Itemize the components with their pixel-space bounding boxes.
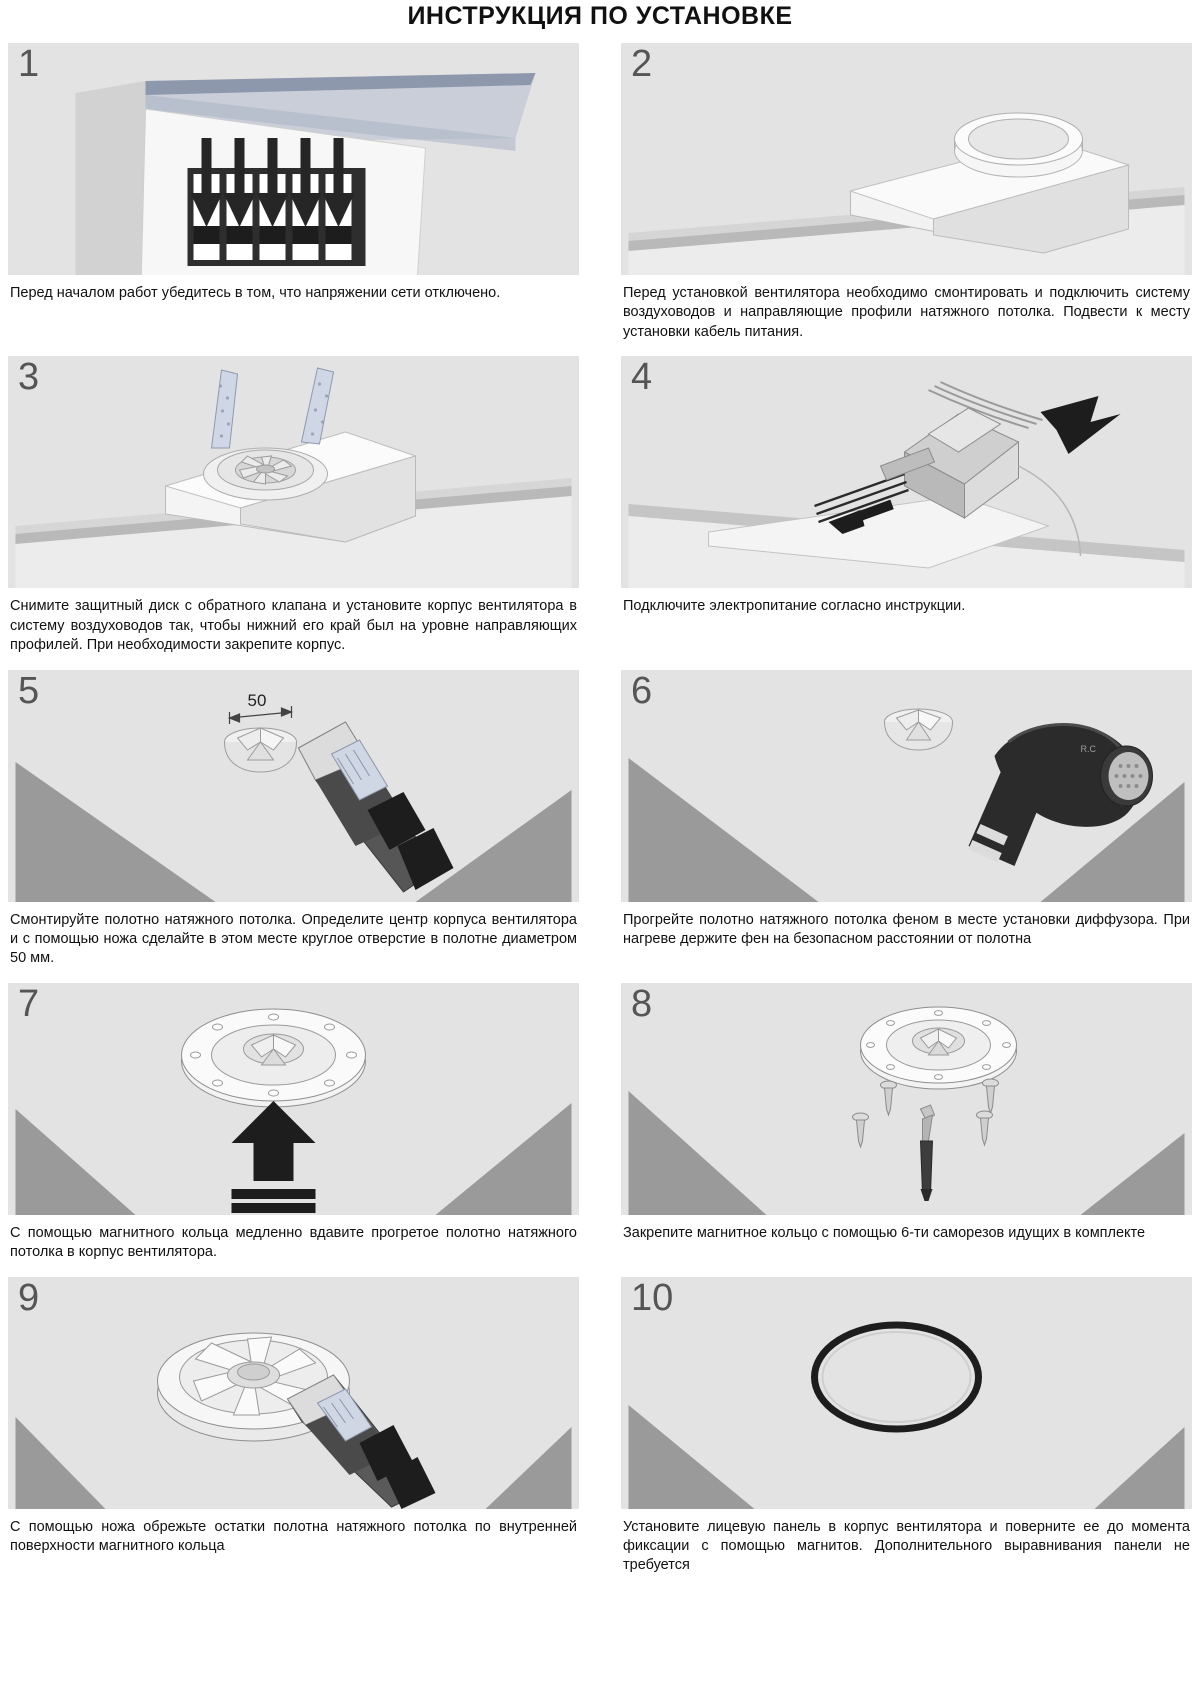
step-7-figure	[8, 983, 579, 1215]
step-1-number: 1	[18, 43, 40, 85]
step-3-caption: Снимите защитный диск с обратного клапана и установите корпус вентилятора в систему воздуховодов так, чтобы нижний его край был на уровне направляющих профилей. При необходимости закрепите корпус.	[10, 598, 577, 654]
step-9	[8, 1277, 579, 1576]
step-1-figure	[8, 43, 579, 275]
svg-text:R.C: R.C	[1080, 743, 1096, 754]
fan-body-install-illustration	[8, 356, 579, 588]
step-4-number: 4	[631, 356, 653, 399]
step-9-number: 9	[18, 1276, 40, 1319]
step-9-caption: С помощью ножа обрежьте остатки полотна натяжного потолка по внутренней поверхности магнитного кольца	[10, 1518, 577, 1555]
step-10-number: 10	[631, 1276, 674, 1319]
step-1	[8, 43, 579, 342]
face-panel-illustration	[621, 1277, 1192, 1509]
step-7-number: 7	[18, 982, 40, 1025]
dimension-label-50: 50	[247, 690, 267, 710]
step-10	[621, 1277, 1192, 1576]
step-4-figure	[621, 356, 1192, 588]
step-3	[8, 356, 579, 655]
screws-fixing-illustration	[621, 983, 1192, 1215]
step-5-figure	[8, 670, 579, 902]
step-3-figure	[8, 356, 579, 588]
steps-grid	[8, 43, 1192, 1590]
step-5-number: 5	[18, 669, 40, 712]
breaker-panel-illustration	[8, 43, 579, 275]
step-8-figure	[621, 983, 1192, 1215]
step-5-caption: Смонтируйте полотно натяжного потолка. Определите центр корпуса вентилятора и с помощью ножа сделайте в этом месте круглое отверстие в полотне диаметром 50 мм.	[10, 911, 577, 967]
step-7-caption: С помощью магнитного кольца медленно вдавите прогретое полотно натяжного потолка в корпус вентилятора.	[10, 1224, 577, 1261]
step-2-figure	[621, 43, 1192, 275]
step-6-figure	[621, 670, 1192, 902]
step-7	[8, 983, 579, 1263]
step-8-caption: Закрепите магнитное кольцо с помощью 6-ти саморезов идущих в комплекте	[623, 1224, 1146, 1241]
step-6-caption: Прогрейте полотно натяжного потолка феном в месте установки диффузора. При нагреве держите фен на безопасном расстоянии от полотна	[623, 911, 1190, 947]
step-10-caption: Установите лицевую панель в корпус вентилятора и поверните ее до момента фиксации с помощью магнитов. Дополнительного выравнивания панели не требуется	[623, 1518, 1190, 1574]
step-3-number: 3	[18, 356, 40, 399]
step-2-number: 2	[631, 43, 653, 85]
magnetic-ring-press-illustration	[8, 983, 579, 1215]
wiring-connector-illustration	[621, 356, 1192, 588]
cut-hole-knife-illustration	[8, 670, 579, 902]
step-9-figure	[8, 1277, 579, 1509]
step-4	[621, 356, 1192, 655]
duct-system-illustration	[621, 43, 1192, 275]
step-5	[8, 670, 579, 969]
trim-excess-knife-illustration	[8, 1277, 579, 1509]
step-6-number: 6	[631, 669, 653, 712]
step-8	[621, 983, 1192, 1263]
step-10-figure	[621, 1277, 1192, 1509]
page-title: ИНСТРУКЦИЯ ПО УСТАНОВКЕ	[407, 2, 793, 30]
step-2	[621, 43, 1192, 342]
step-1-caption: Перед началом работ убедитесь в том, что напряжении сети отключено.	[10, 285, 501, 301]
step-2-caption: Перед установкой вентилятора необходимо смонтировать и подключить систему воздуховодов и направляющие профили натяжного потолка. Подвести к месту установки кабель питания.	[623, 285, 1190, 340]
step-4-caption: Подключите электропитание согласно инструкции.	[623, 598, 966, 615]
step-8-number: 8	[631, 982, 653, 1025]
step-6	[621, 670, 1192, 969]
heat-gun-illustration	[621, 670, 1192, 902]
